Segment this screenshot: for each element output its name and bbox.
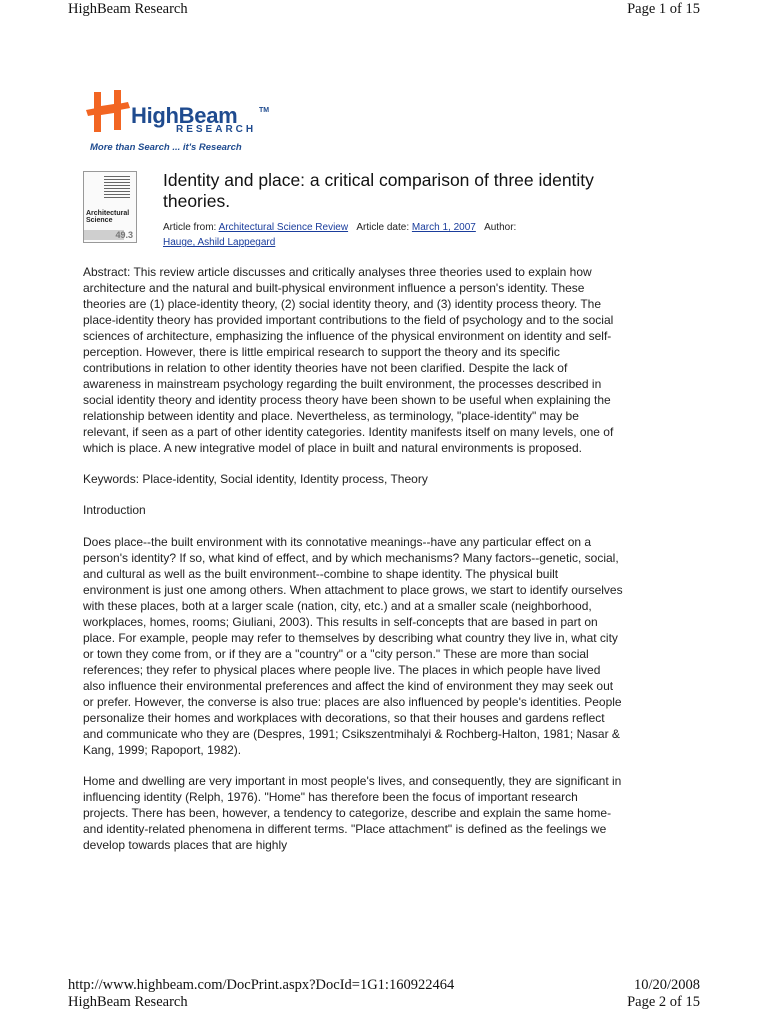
header-site-name: HighBeam Research	[68, 1, 188, 17]
next-header-page-number: Page 2 of 15	[627, 994, 700, 1010]
highbeam-logo[interactable]	[84, 84, 274, 156]
article-from-label: Article from:	[163, 222, 217, 233]
journal-cover-thumbnail	[83, 171, 137, 243]
highbeam-h-icon	[84, 84, 132, 138]
next-header-site-name: HighBeam Research	[68, 994, 188, 1010]
logo-subtitle: RESEARCH	[176, 124, 257, 135]
cover-title-line2: Science	[86, 217, 113, 224]
logo-tagline: More than Search ... it's Research	[90, 142, 242, 153]
date-link[interactable]: March 1, 2007	[411, 222, 476, 233]
article-body	[83, 264, 623, 868]
logo-brand-text: HighBeam	[131, 103, 238, 128]
footer-date: 10/20/2008	[633, 977, 700, 993]
author-link[interactable]: Hauge, Ashild Lappegard	[163, 237, 276, 248]
article-title: Identity and place: a critical comparison of three identity theories.	[163, 170, 594, 211]
body-paragraph-1: Does place--the built environment with its connotative meanings--have any particular effect on a person's identity? If so, what kind of effect, and by which mechanisms? Many factors--genetic, social, and cultural as well as the built environment--combine to shape identity. The physical built environment is just one among others. When attachment to place grows, we start to identify ourselves with these places, both at a larger scale (nation, city, etc.) and at a smaller scale (neighborhood, workplaces, homes, rooms; Giuliani, 2003). This results in self-concepts that are based in part on place. For example, people may refer to themselves by describing what country they live in, what city or town they come from, or if they are a "country" or a "city person." These are more than social references; they refer to physical places where people live. The places in which people have lived also influence their environmental preferences and affect the kind of environment they may seek out or prefer. However, the converse is also true: places are also influenced by people's identities. People personalize their homes and workplaces with decorations, so that their houses and gardens reflect and communicate who they are (Despres, 1991; Csikszentmihalyi & Rochberg-Halton, 1981; Nasar & Kang, 1999; Rapoport, 1982).	[83, 535, 623, 757]
keywords-paragraph: Keywords: Place-identity, Social identity, Identity process, Theory	[83, 472, 428, 486]
abstract-paragraph: Abstract: This review article discusses and critically analyses three theories used to explain how architecture and the natural and built-physical environment influence a person's identity. These theories are (1) place-identity theory, (2) social identity theory, and (3) identity process theory. The place-identity theory has provided important contributions to the field of psychology and to the social sciences of architecture, emphasizing the influence of the physical environment on identity and self-perception. However, there is little empirical research to support the theory and its specific contributions in relation to other identity theories have not been clarified. Despite the lack of awareness in mainstream psychology regarding the built environment, the processes described in social identity theory and identity process theory have been shown to be useful when explaining the relationship between identity and place. Nevertheless, as terminology, "place-identity" may be relevant, if seen as a part of other identity categories. Identity manifests itself on many levels, one of which is place. A new integrative model of place in built and natural environments is proposed.	[83, 265, 614, 455]
print-header	[68, 1, 700, 18]
logo-trademark: TM	[259, 107, 270, 114]
cover-title-line1: Architectural	[86, 210, 130, 217]
section-heading-introduction: Introduction	[83, 503, 146, 517]
cover-text-lines	[104, 176, 130, 200]
next-page-header	[68, 994, 700, 1011]
article-date-label: Article date:	[356, 222, 410, 233]
cover-issue-number: 49.3	[115, 230, 133, 240]
print-footer	[68, 977, 700, 994]
article-meta	[163, 220, 623, 250]
footer-url: http://www.highbeam.com/DocPrint.aspx?DocId=1G1:160922464	[68, 977, 455, 993]
source-link[interactable]: Architectural Science Review	[218, 222, 349, 233]
header-page-number: Page 1 of 15	[627, 1, 700, 17]
author-label: Author:	[484, 222, 517, 233]
body-paragraph-2: Home and dwelling are very important in most people's lives, and consequently, they are significant in influencing identity (Relph, 1976). "Home" has therefore been the focus of important research projects. There has been, however, a tendency to categorize, describe and explain the same home- and identity-related phenomena in different terms. "Place attachment" is defined as the feelings we develop towards places that are highly	[83, 774, 622, 852]
